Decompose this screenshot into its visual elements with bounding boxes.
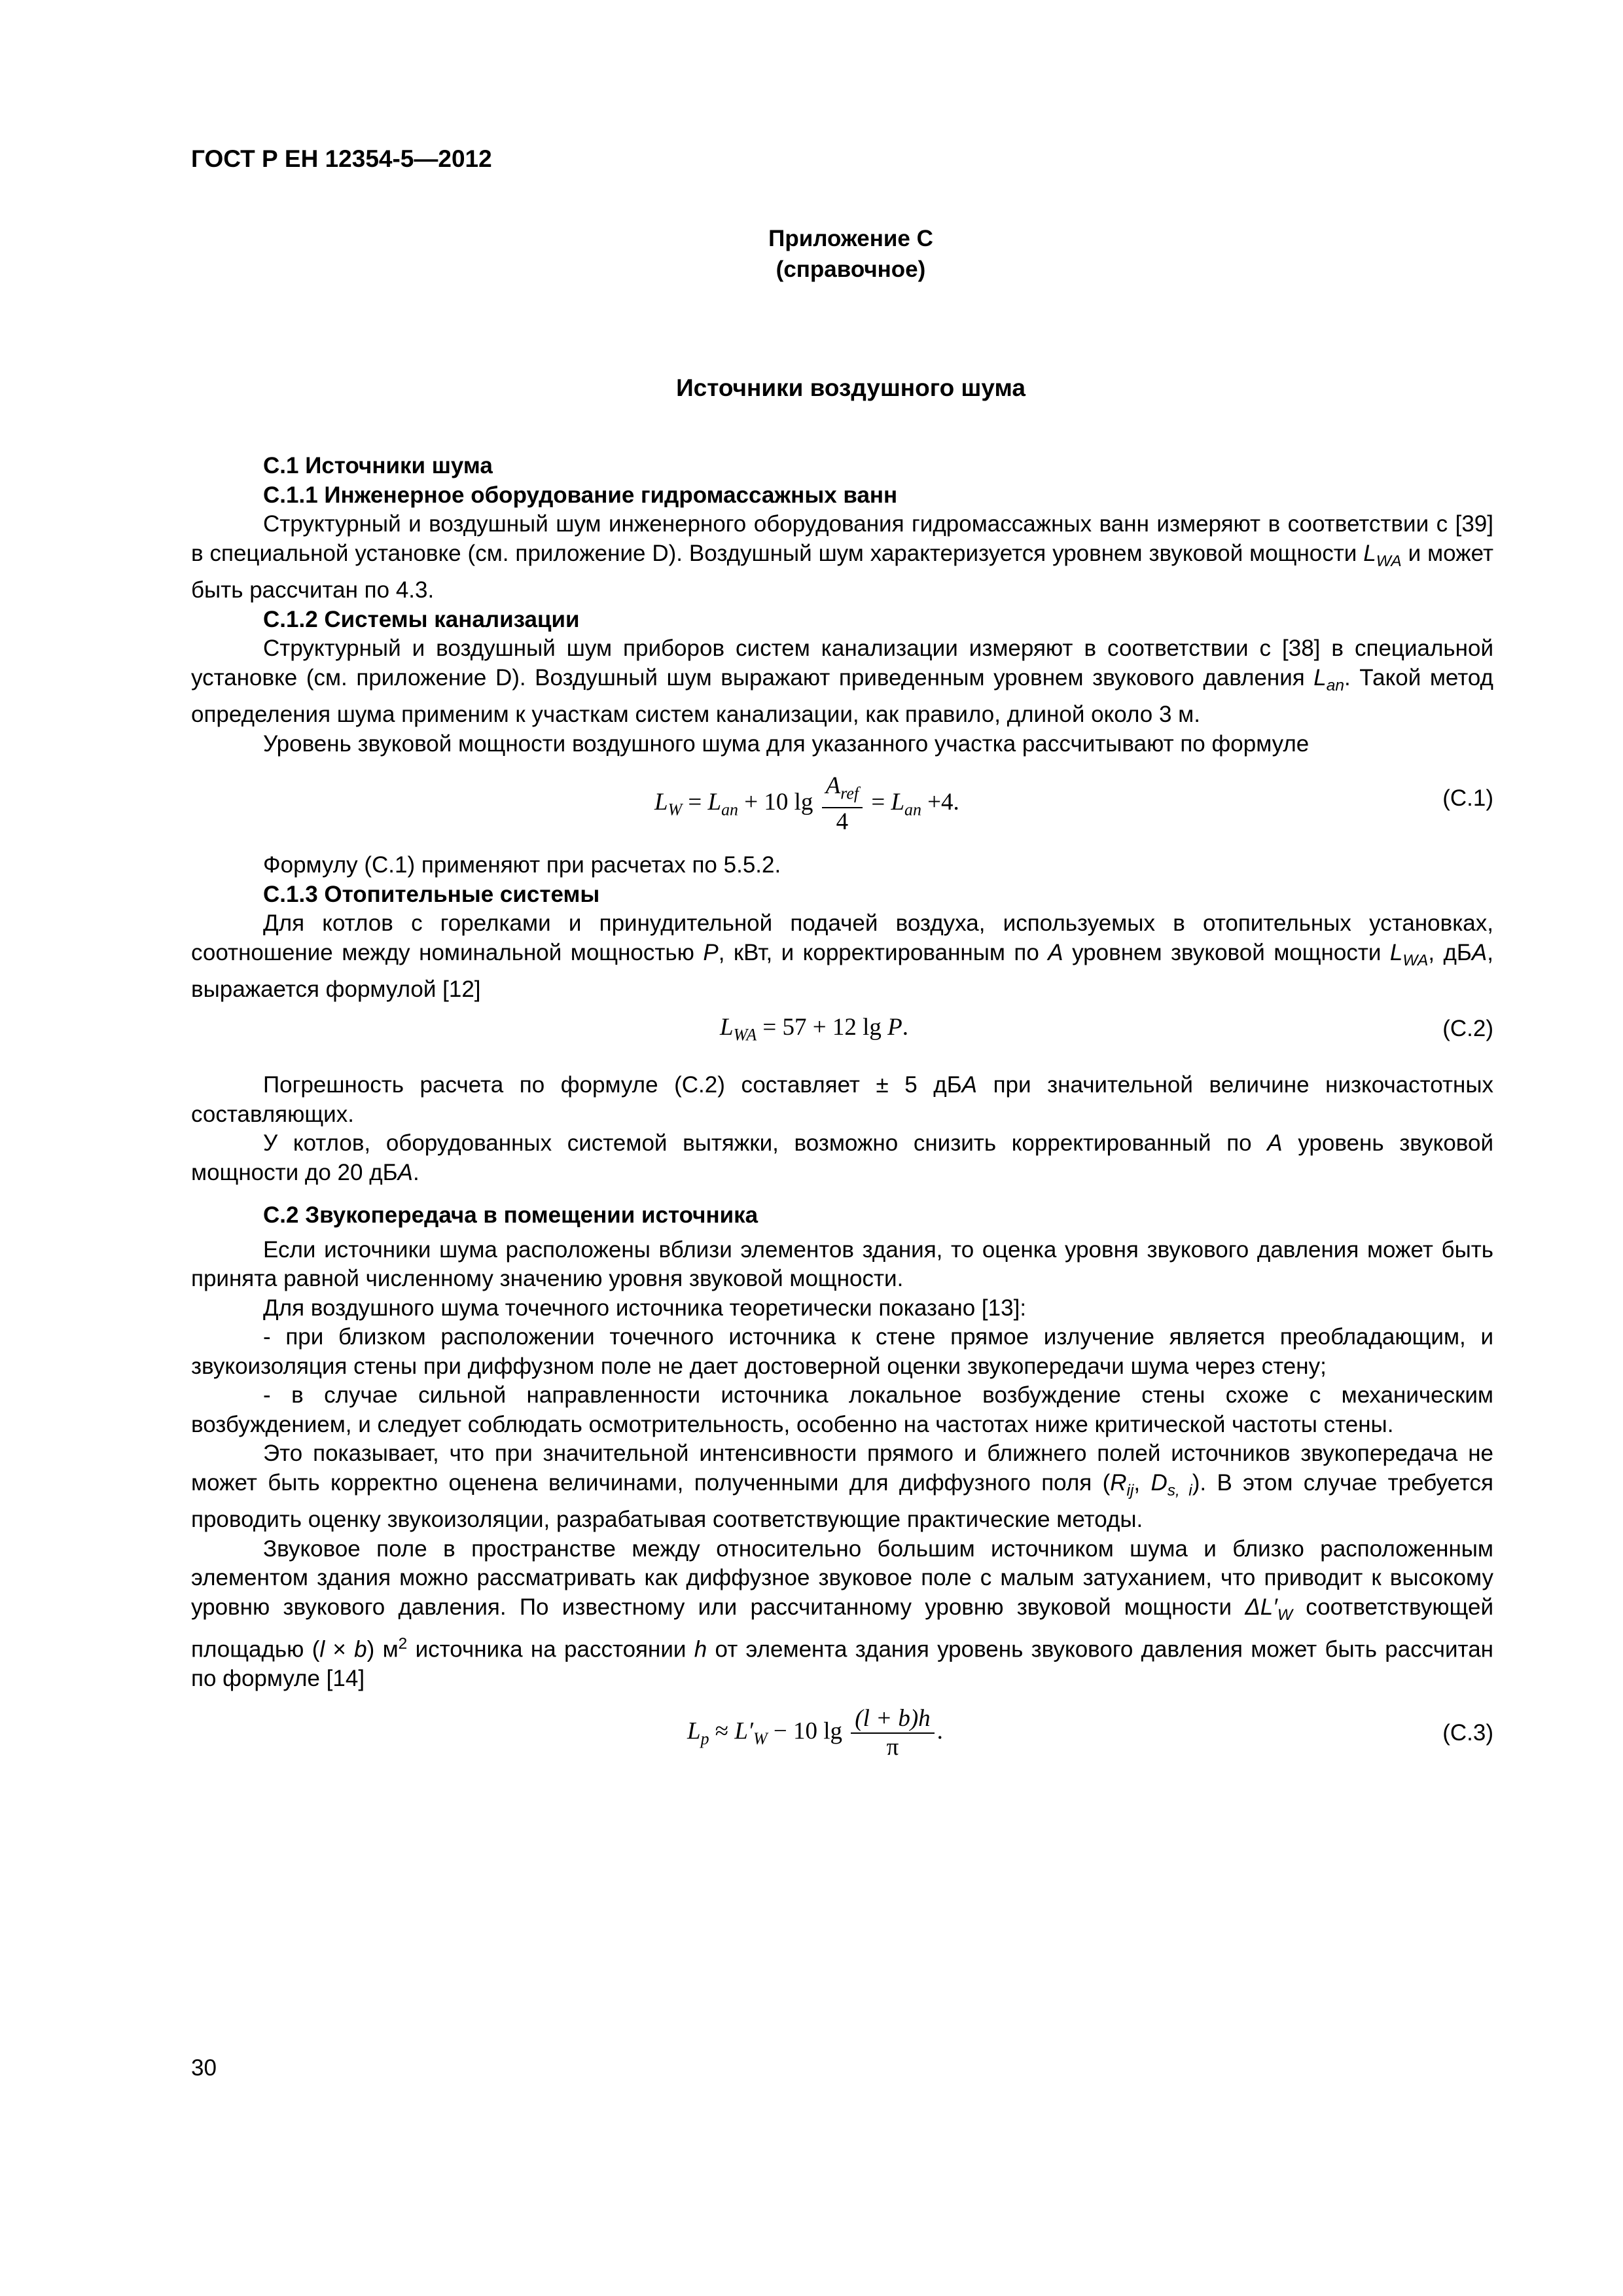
heading-c11: С.1.1 Инженерное оборудование гидромассажных ванн: [263, 482, 898, 508]
paragraph-c13-error: Погрешность расчета по формуле (С.2) составляет ± 5 дБА при значительной величине низкочастотных составляющих.: [191, 1072, 1493, 1127]
paragraph-c13: Для котлов с горелками и принудительной подачей воздуха, используемых в отопительных установках, соотношение между номинальной мощностью P, кВт, и корректированным по А уровнем звуковой мощности $L_{WA}$, дБА, выражается формулой [12]: [191, 910, 1493, 1002]
appendix-title: Источники воздушного шума: [676, 374, 1026, 401]
document-code: ГОСТ Р ЕН 12354-5—2012: [191, 145, 492, 172]
equation-c3-number: (С.3): [1442, 1720, 1493, 1746]
section-c13-notes: [191, 1071, 1493, 1187]
paragraph-c2-1: Если источники шума расположены вблизи элементов здания, то оценка уровня звукового давления может быть принята равной численному значению уровня звуковой мощности.: [191, 1236, 1493, 1291]
appendix-type: (справочное): [776, 257, 926, 282]
paragraph-c2-5: Это показывает, что при значительной интенсивности прямого и ближнего полей источников звукопередача не может быть корректно оценена величинами, полученными для диффузного поля ($R_{ij}$, $D_{s, i}$). В этом случае требуется проводить оценку звукоизоляции, разрабатывая соответствующие практические методы.: [191, 1441, 1494, 1532]
section-c1: [191, 452, 1493, 759]
equation-c3: $L_p \approx L'_W - 10$ lg $\frac{(l + b)h}{\pi}$ .: [687, 1705, 943, 1761]
paragraph-c11: Структурный и воздушный шум инженерного оборудования гидромассажных ванн измеряют в соответствии с [39] в специальной установке (см. приложение D). Воздушный шум характеризуется уровнем звуковой мощности $L_{WA}$ и может быть рассчитан по 4.3.: [191, 511, 1493, 603]
heading-c12: С.1.2 Системы канализации: [263, 606, 580, 632]
heading-c1: С.1 Источники шума: [263, 453, 493, 478]
section-c13: [191, 851, 1493, 1005]
paragraph-c12: Структурный и воздушный шум приборов систем канализации измеряют в соответствии с [38] в специальной установке (см. приложение D). Воздушный шум выражают приведенным уровнем звукового давления $L_{an}$. Такой метод определения шума применим к участкам систем канализации, как правило, длиной около 3 м.: [191, 636, 1493, 727]
paragraph-c12-formula-intro: Уровень звуковой мощности воздушного шума для указанного участка рассчитывают по формуле: [263, 730, 1310, 757]
paragraph-c2-3: - при близком расположении точечного источника к стене прямое излучение является преобладающим, и звукоизоляция стены при диффузном поле не дает достоверной оценки звукопередачи шума через стену;: [191, 1324, 1493, 1379]
page-number: 30: [191, 2055, 217, 2081]
equation-c2: $L_{WA} = 57 + 12$ lg P.: [720, 1014, 909, 1045]
heading-c13: С.1.3 Отопительные системы: [263, 881, 600, 907]
appendix-label: Приложение С: [768, 226, 933, 251]
equation-c1: $L_W = L_{an} + 10$ lg $\frac{A_{ref}}{4}$ = $L_{an} +4$.: [654, 772, 959, 836]
section-c2: [191, 1201, 1493, 1694]
heading-c2: С.2 Звукопередача в помещении источника: [263, 1202, 758, 1228]
equation-c2-number: (С.2): [1442, 1016, 1493, 1041]
paragraph-c13-exhaust: У котлов, оборудованных системой вытяжки, возможно снизить корректированный по А уровень звуковой мощности до 20 дБА.: [191, 1130, 1494, 1185]
equation-c1-number: (С.1): [1442, 785, 1493, 811]
paragraph-c2-6: Звуковое поле в пространстве между относительно большим источником шума и близко расположенным элементом здания можно рассматривать как диффузное звуковое поле с малым затуханием, что приводит к высокому уровню звукового давления. По известному или рассчитанному уровню звуковой мощности $\Delta L'_W$ соответствующей площадью (l × b) $м^2$ источника на расстоянии h от элемента здания уровень звукового давления может быть рассчитан по формуле [14]: [191, 1535, 1493, 1692]
paragraph-c2-4: - в случае сильной направленности источника локальное возбуждение стены схоже с механическим возбуждением, и следует соблюдать осмотрительность, особенно на частотах ниже критической частоты стены.: [191, 1382, 1493, 1437]
paragraph-c1-usage: Формулу (С.1) применяют при расчетах по 5.5.2.: [263, 852, 781, 878]
paragraph-c2-2: Для воздушного шума точечного источника теоретически показано [13]:: [263, 1295, 1027, 1321]
